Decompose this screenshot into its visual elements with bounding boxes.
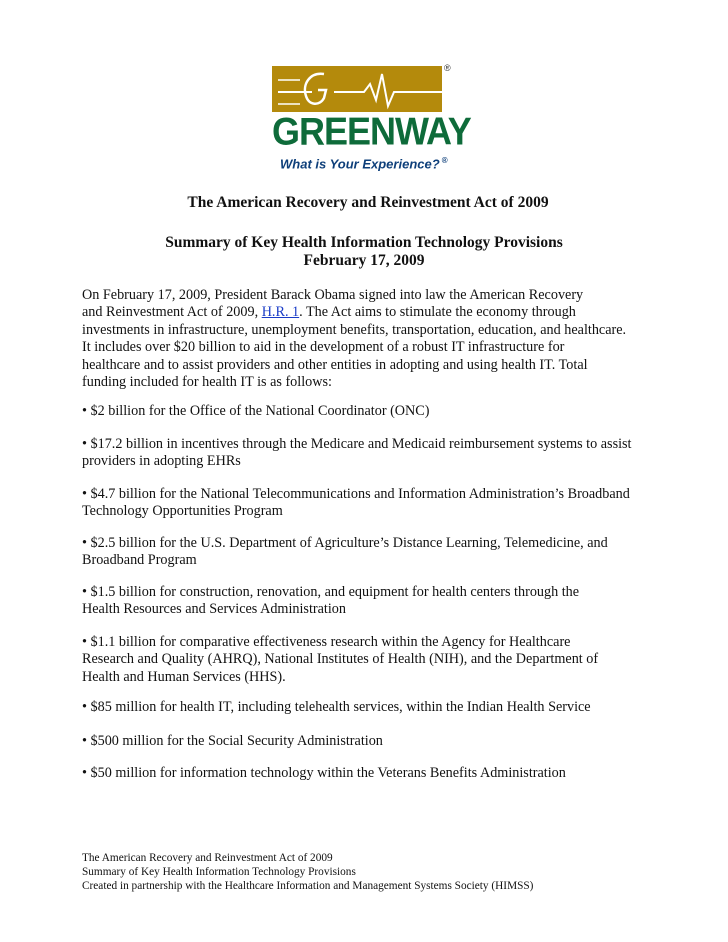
bullet-line: Broadband Program <box>82 552 197 569</box>
bullet-line: • $85 million for health IT, including telehealth services, within the Indian Health Service <box>82 699 591 715</box>
bullet-line: Research and Quality (AHRQ), National Institutes of Health (NIH), and the Department of <box>82 651 599 668</box>
summary-title: Summary of Key Health Information Technology Provisions <box>165 234 563 251</box>
intro-line: On February 17, 2009, President Barack Obama signed into law the American Recovery <box>82 287 584 303</box>
bullet-line: providers in adopting EHRs <box>82 453 241 470</box>
intro-text: . The Act aims to stimulate the economy through <box>299 304 576 321</box>
bullet-line: • $4.7 billion for the National Telecommunications and Information Administration’s Broadband <box>82 486 630 502</box>
page-footer <box>82 851 682 894</box>
tagline-registered-mark: ® <box>441 156 448 165</box>
bullet-line: • $500 million for the Social Security Administration <box>82 733 383 749</box>
intro-text: and Reinvestment Act of 2009, <box>82 304 262 321</box>
bullet-line: Health and Human Services (HHS). <box>82 668 286 685</box>
funding-bullet <box>82 436 672 471</box>
bullet-line: Health Resources and Services Administration <box>82 601 346 618</box>
intro-line: funding included for health IT is as follows: <box>82 373 332 390</box>
bullet-line: • $2 billion for the Office of the National Coordinator (ONC) <box>82 403 430 419</box>
logo-tagline <box>280 156 448 171</box>
act-title: The American Recovery and Reinvestment Act of 2009 <box>187 194 549 211</box>
heartbeat-icon <box>272 66 442 112</box>
logo-tagline-text: What is Your Experience? <box>280 156 440 172</box>
intro-line: It includes over $20 billion to aid in the development of a robust IT infrastructure for <box>82 339 565 356</box>
funding-bullet <box>82 634 672 686</box>
intro-line <box>82 304 672 321</box>
intro-line: healthcare and to assist providers and other entities in adopting and using health IT. Total <box>82 356 588 373</box>
funding-bullet <box>82 699 672 716</box>
hr1-link[interactable]: H.R. 1 <box>261 304 300 321</box>
bullet-line: Technology Opportunities Program <box>82 503 283 520</box>
intro-line: investments in infrastructure, unemployment benefits, transportation, education, and healthcare. <box>82 321 627 338</box>
funding-bullet <box>82 535 672 570</box>
bullet-line: • $2.5 billion for the U.S. Department of Agriculture’s Distance Learning, Telemedicine, and <box>82 535 608 551</box>
footer-line: Created in partnership with the Healthcare Information and Management Systems Society (HIMSS) <box>82 880 534 893</box>
footer-line: The American Recovery and Reinvestment Act of 2009 <box>82 852 333 864</box>
footer-line: Summary of Key Health Information Technology Provisions <box>82 866 356 879</box>
funding-bullet <box>82 765 672 782</box>
bullet-line: • $1.5 billion for construction, renovation, and equipment for health centers through the <box>82 584 580 600</box>
bullet-line: • $17.2 billion in incentives through the Medicare and Medicaid reimbursement systems to assist <box>82 436 632 452</box>
document-date: February 17, 2009 <box>303 252 425 269</box>
bullet-line: • $50 million for information technology within the Veterans Benefits Administration <box>82 765 566 781</box>
bullet-line: • $1.1 billion for comparative effectiveness research within the Agency for Healthcare <box>82 634 571 650</box>
intro-paragraph <box>82 287 672 391</box>
greenway-logo <box>270 62 470 180</box>
funding-bullet <box>82 584 672 619</box>
logo-wordmark: GREENWAY <box>272 108 471 154</box>
funding-bullet <box>82 403 672 420</box>
funding-bullet <box>82 486 672 521</box>
registered-mark: ® <box>444 63 451 73</box>
funding-bullet <box>82 733 672 750</box>
